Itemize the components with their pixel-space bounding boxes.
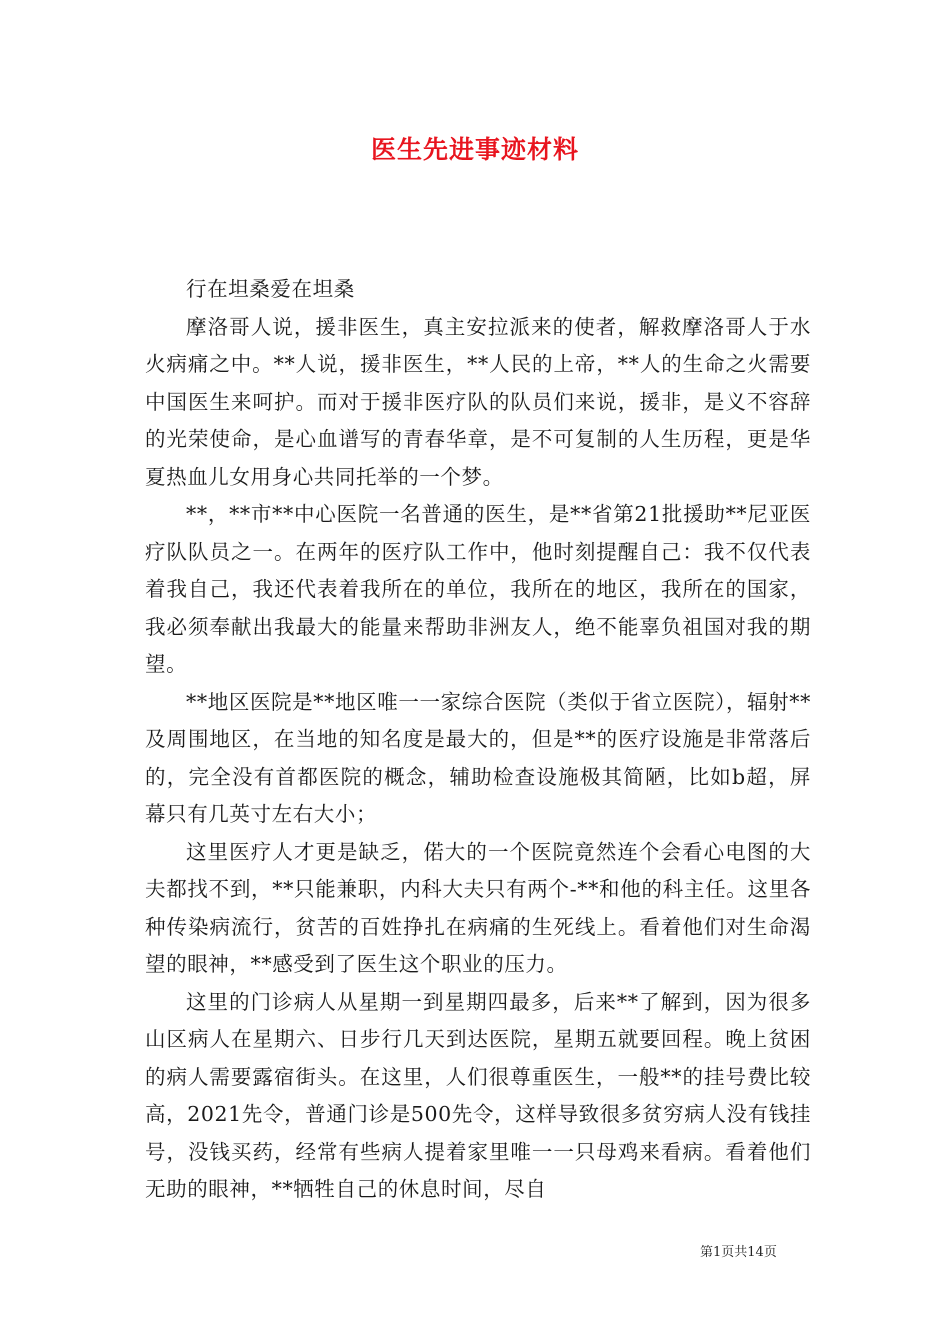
body-paragraph: 这里的门诊病人从星期一到星期四最多，后来**了解到，因为很多山区病人在星期六、日步行几天到达医院，星期五就要回程。晚上贫困的病人需要露宿街头。在这里，人们很尊重医生，一般**的挂号费比较高，2021先令，普通门诊是500先令，这样导致很多贫穷病人没有钱挂号，没钱买药，经常有些病人提着家里唯一一只母鸡来看病。看着他们无助的眼神，**牺牲自己的休息时间，尽自 (145, 989, 811, 1201)
page-number: 第1页共14页 (700, 1245, 777, 1260)
document-title: 医生先进事迹材料 (370, 135, 579, 164)
body-paragraph: **，**市**中心医院一名普通的医生，是**省第21批援助**尼亚医疗队队员之一。在两年的医疗队工作中，他时刻提醒自己：我不仅代表着我自己，我还代表着我所在的单位，我所在的地区，我所在的国家，我必须奉献出我最大的能量来帮助非洲友人，绝不能辜负祖国对我的期望。 (145, 502, 811, 676)
subtitle-paragraph: 行在坦桑爱在坦桑 (186, 277, 355, 301)
document-body (145, 271, 811, 1209)
body-paragraph: 这里医疗人才更是缺乏，偌大的一个医院竟然连个会看心电图的大夫都找不到，**只能兼职，内科大夫只有两个-**和他的科主任。这里各种传染病流行，贫苦的百姓挣扎在病痛的生死线上。看着他们对生命渴望的眼神，**感受到了医生这个职业的压力。 (145, 839, 811, 976)
body-paragraph: 摩洛哥人说，援非医生，真主安拉派来的使者，解救摩洛哥人于水火病痛之中。**人说，援非医生，**人民的上帝，**人的生命之火需要中国医生来呵护。而对于援非医疗队的队员们来说，援非，是义不容辞的光荣使命，是心血谱写的青春华章，是不可复制的人生历程，更是华夏热血儿女用身心共同托举的一个梦。 (145, 314, 811, 489)
body-paragraph: **地区医院是**地区唯一一家综合医院（类似于省立医院），辐射**及周围地区，在当地的知名度是最大的，但是**的医疗设施是非常落后的，完全没有首都医院的概念，辅助检查设施极其简陋，比如b超，屏幕只有几英寸左右大小； (145, 689, 811, 826)
